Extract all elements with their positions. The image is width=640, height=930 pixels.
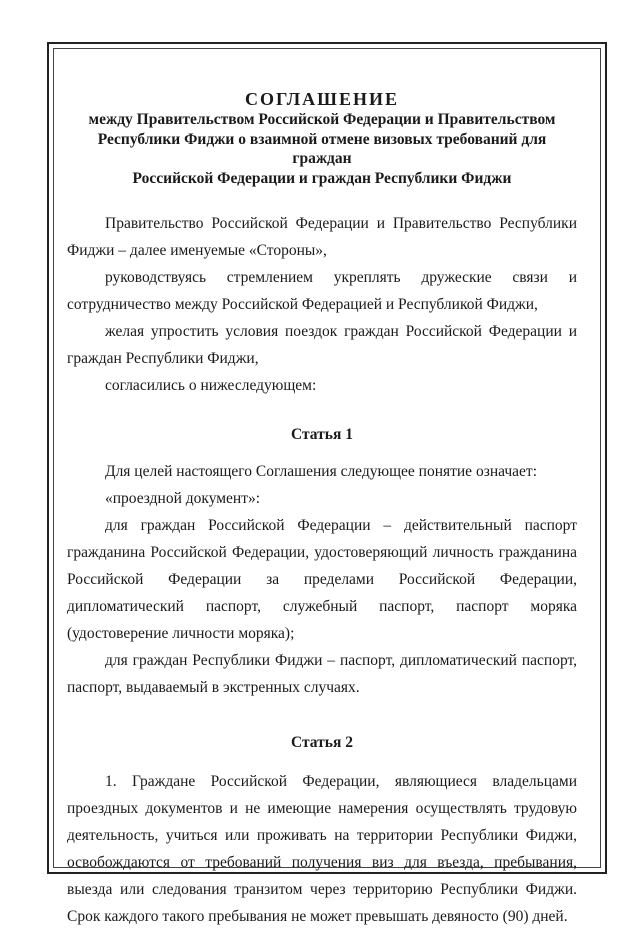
document-title: СОГЛАШЕНИЕ xyxy=(245,89,399,109)
subtitle-line: Республики Фиджи о взаимной отмене визовых требований для граждан xyxy=(97,130,547,167)
subtitle-line: между Правительством Российской Федерации и Правительством xyxy=(88,111,556,128)
subtitle-line: Российской Федерации и граждан Республики Фиджи xyxy=(132,169,512,187)
article-1-heading: Статья 1 xyxy=(291,426,353,443)
preamble-paragraph: Правительство Российской Федерации и Правительство Республики Фиджи – далее именуемые «Стороны», xyxy=(67,215,577,259)
article-2-paragraph: 1. Граждане Российской Федерации, являющиеся владельцами проездных документов и не имеющие намерения осуществлять трудовую деятельность, учиться или проживать на территории Республики Фиджи, освобождаются от требований получения виз для въезда, пребывания, выезда или следования транзитом через территорию Республики Фиджи. Срок каждого такого пребывания не может превышать девяносто (90) дней. xyxy=(67,773,577,925)
preamble-paragraph: согласились о нижеследующем: xyxy=(105,377,317,394)
document-body xyxy=(67,88,577,930)
article-1-paragraph: для граждан Республики Фиджи – паспорт, дипломатический паспорт, паспорт, выдаваемый в экстренных случаях. xyxy=(67,652,577,696)
preamble-paragraph: руководствуясь стремлением укреплять дружеские связи и сотрудничество между Российской Федерацией и Республикой Фиджи, xyxy=(67,269,577,313)
article-1-paragraph: для граждан Российской Федерации – действительный паспорт гражданина Российской Федерации, удостоверяющий личность гражданина Российской Федерации за пределами Российской Федерации, дипломатический паспорт, служебный паспорт, паспорт моряка (удостоверение личности моряка); xyxy=(67,517,577,642)
preamble-paragraph: желая упростить условия поездок граждан Российской Федерации и граждан Республики Фиджи, xyxy=(67,323,577,367)
article-2-heading: Статья 2 xyxy=(291,734,353,751)
article-1-paragraph: Для целей настоящего Соглашения следующее понятие означает: xyxy=(105,463,538,480)
article-1-paragraph: «проездной документ»: xyxy=(105,490,261,507)
document-subtitle xyxy=(67,110,577,188)
